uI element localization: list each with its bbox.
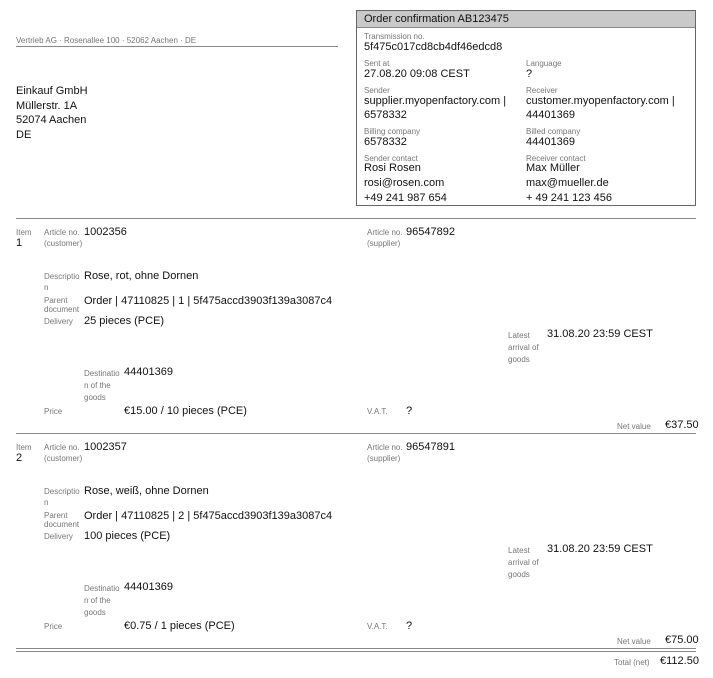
receiver-value-line: 44401369 [526, 109, 575, 121]
article-customer-value: 1002357 [84, 441, 127, 453]
sent-at-label: Sent at [364, 59, 390, 68]
label-line: (supplier) [367, 239, 401, 248]
label-line: arrival of [508, 343, 539, 352]
net-value: €75.00 [665, 634, 699, 646]
net-value: €37.50 [665, 419, 699, 431]
label-line: document [44, 520, 80, 529]
label-line: Latest [508, 546, 530, 555]
total-label: Total (net) [614, 658, 650, 667]
label-line: Article no. [367, 443, 403, 452]
net-value-label: Net value [617, 422, 651, 431]
article-customer-label [44, 442, 82, 464]
recipient-line: Einkauf GmbH [16, 85, 88, 97]
sender-divider [16, 46, 338, 47]
item-label: Item [16, 443, 32, 452]
price-value: €0.75 / 1 pieces (PCE) [124, 620, 235, 632]
vat-value: ? [406, 405, 413, 417]
contact-phone: +49 241 987 654 [364, 192, 447, 204]
label-line: n of the [84, 381, 111, 390]
delivery-value: 25 pieces (PCE) [84, 315, 165, 327]
receiver-value-line: customer.myopenfactory.com | [526, 95, 675, 107]
label-line: goods [84, 393, 106, 402]
delivery-label: Delivery [44, 317, 73, 326]
total-value: €112.50 [660, 655, 699, 667]
sender-value-line: supplier.myopenfactory.com | [364, 95, 507, 107]
price-label: Price [44, 407, 63, 416]
order-confirmation-box [356, 10, 696, 206]
description-value: Rose, weiß, ohne Dornen [84, 485, 209, 497]
label-line: Article no. [44, 443, 80, 452]
sender-contact-label: Sender contact [364, 154, 418, 163]
receiver-label: Receiver [526, 86, 558, 95]
article-customer-label [44, 227, 82, 249]
description-value: Rose, rot, ohne Dornen [84, 270, 199, 282]
label-line: (customer) [44, 239, 83, 248]
latest-arrival-label [508, 330, 539, 366]
delivery-label: Delivery [44, 532, 73, 541]
label-line: n [44, 498, 49, 507]
recipient-address [16, 84, 88, 142]
label-line: n of the [84, 596, 111, 605]
receiver-contact-label: Receiver contact [526, 154, 586, 163]
destination-value: 44401369 [124, 581, 173, 593]
label-line: Descriptio [44, 487, 80, 496]
item-number: 1 [16, 237, 23, 249]
billed-company-label: Billed company [526, 127, 581, 136]
contact-name: Rosi Rosen [364, 162, 421, 174]
label-line: goods [508, 570, 530, 579]
label-line: Descriptio [44, 272, 80, 281]
language-value: ? [526, 68, 533, 80]
label-line: Latest [508, 331, 530, 340]
transmission-value: 5f475c017cd8cb4df46edcd8 [364, 41, 503, 53]
label-line: Parent [44, 511, 68, 520]
label-line: Destinatio [84, 584, 120, 593]
article-supplier-label [367, 227, 403, 249]
article-supplier-label [367, 442, 403, 464]
total-divider [16, 648, 696, 649]
price-label: Price [44, 622, 63, 631]
article-customer-value: 1002356 [84, 226, 127, 238]
parent-document-value: Order | 47110825 | 2 | 5f475accd3903f139a3087c4 [84, 510, 333, 522]
label-line: arrival of [508, 558, 539, 567]
billing-company-value: 6578332 [364, 136, 407, 148]
parent-document-label [44, 296, 79, 314]
sender-value-line: 6578332 [364, 109, 407, 121]
order-confirmation-title: Order confirmation AB123475 [357, 11, 695, 28]
contact-email: max@mueller.de [526, 177, 609, 189]
label-line: Article no. [367, 228, 403, 237]
latest-arrival-value: 31.08.20 23:59 CEST [547, 328, 653, 340]
article-supplier-value: 96547892 [406, 226, 455, 238]
recipient-line: DE [16, 128, 32, 141]
contact-email: rosi@rosen.com [364, 177, 445, 189]
line-item [0, 219, 713, 433]
label-line: n [44, 283, 49, 292]
vat-label: V.A.T. [367, 622, 388, 631]
billing-company-label: Billing company [364, 127, 421, 136]
label-line: (supplier) [367, 454, 401, 463]
item-number: 2 [16, 452, 23, 464]
recipient-line: Müllerstr. 1A [16, 99, 78, 112]
receiver-value [526, 94, 675, 122]
sender-label: Sender [364, 86, 390, 95]
label-line: Parent [44, 296, 68, 305]
receiver-contact [526, 161, 612, 206]
description-label [44, 271, 82, 293]
sender-address-line: Vertrieb AG · Rosenallee 100 · 52062 Aachen · DE [16, 36, 197, 45]
parent-document-value: Order | 47110825 | 1 | 5f475accd3903f139a3087c4 [84, 295, 333, 307]
sender-contact [364, 161, 447, 206]
contact-name: Max Müller [526, 162, 580, 174]
total-divider-double [16, 651, 696, 652]
description-label [44, 486, 82, 508]
item-label: Item [16, 228, 32, 237]
label-line: goods [84, 608, 106, 617]
latest-arrival-label [508, 545, 539, 581]
contact-phone: + 49 241 123 456 [526, 192, 612, 204]
vat-label: V.A.T. [367, 407, 388, 416]
language-label: Language [526, 59, 562, 68]
sent-at-value: 27.08.20 09:08 CEST [364, 68, 470, 80]
label-line: goods [508, 355, 530, 364]
parent-document-label [44, 511, 79, 529]
line-item [0, 434, 713, 648]
vat-value: ? [406, 620, 413, 632]
label-line: document [44, 305, 80, 314]
transmission-label: Transmission no. [364, 32, 425, 41]
latest-arrival-value: 31.08.20 23:59 CEST [547, 543, 653, 555]
sender-value [364, 94, 506, 122]
destination-label [84, 583, 120, 619]
price-value: €15.00 / 10 pieces (PCE) [124, 405, 247, 417]
recipient-line: 52074 Aachen [16, 114, 87, 126]
article-supplier-value: 96547891 [406, 441, 455, 453]
label-line: (customer) [44, 454, 83, 463]
destination-value: 44401369 [124, 366, 173, 378]
label-line: Destinatio [84, 369, 120, 378]
destination-label [84, 368, 120, 404]
delivery-value: 100 pieces (PCE) [84, 530, 171, 542]
net-value-label: Net value [617, 637, 651, 646]
billed-company-value: 44401369 [526, 136, 575, 148]
label-line: Article no. [44, 228, 80, 237]
